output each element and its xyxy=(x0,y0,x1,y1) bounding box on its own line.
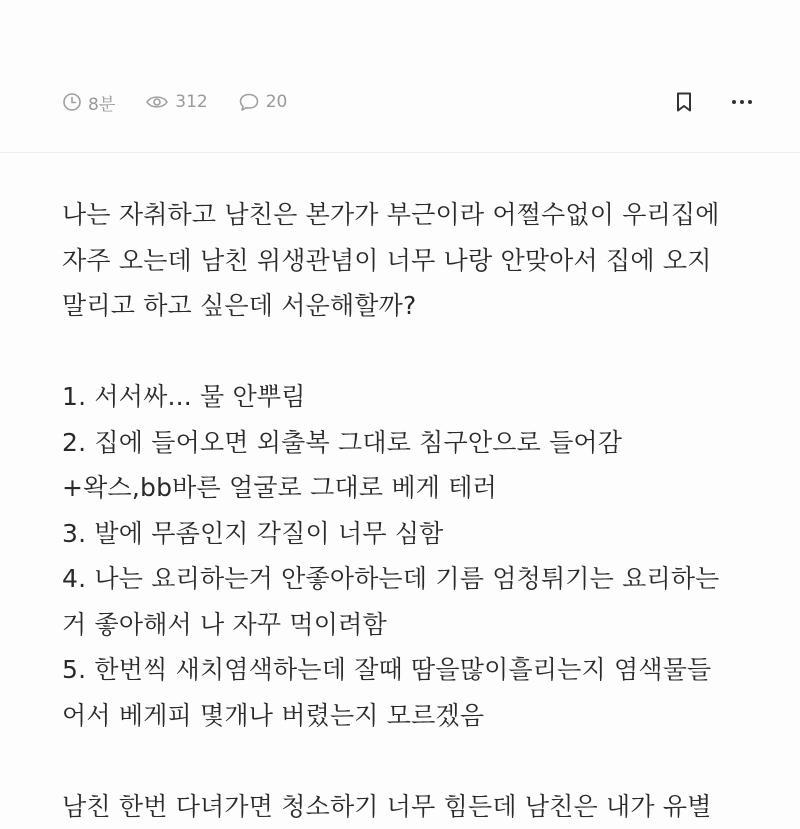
list-item: 3. 발에 무좀인지 각질이 너무 심함 xyxy=(62,511,782,557)
list-item: 2. 집에 들어오면 외출복 그대로 침구안으로 들어감 xyxy=(62,420,782,466)
post-meta-bar xyxy=(62,84,760,120)
bookmark-icon xyxy=(674,91,694,113)
comment-count[interactable] xyxy=(238,92,288,112)
list-item: 거 좋아해서 나 자꾸 먹이려함 xyxy=(62,602,782,648)
post-actions xyxy=(644,84,760,120)
list-item: +왁스,bb바른 얼굴로 그대로 베게 테러 xyxy=(62,465,782,511)
paragraph-line: 남친 한번 다녀가면 청소하기 너무 힘든데 남친은 내가 유별 xyxy=(62,784,782,829)
eye-icon xyxy=(145,92,169,112)
clock-icon xyxy=(62,92,82,112)
post-body xyxy=(62,192,782,829)
comment-count-value: 20 xyxy=(266,92,288,112)
read-time-value: 8분 xyxy=(88,90,115,115)
more-button[interactable] xyxy=(724,84,760,120)
bookmark-button[interactable] xyxy=(666,84,702,120)
more-icon xyxy=(730,98,754,106)
paragraph-line: 나는 자취하고 남친은 본가가 부근이라 어쩔수없이 우리집에 xyxy=(62,192,782,238)
paragraph-gap xyxy=(62,329,782,375)
list-item: 4. 나는 요리하는거 안좋아하는데 기름 엄청튀기는 요리하는 xyxy=(62,556,782,602)
view-count-value: 312 xyxy=(175,92,207,112)
paragraph-line: 자주 오는데 남친 위생관념이 너무 나랑 안맞아서 집에 오지 xyxy=(62,238,782,284)
list-item: 5. 한번씩 새치염색하는데 잘때 땀을많이흘리는지 염색물들 xyxy=(62,647,782,693)
list-item: 어서 베게피 몇개나 버렸는지 모르겠음 xyxy=(62,693,782,739)
header-divider xyxy=(0,152,800,153)
view-count xyxy=(145,92,207,112)
comment-icon xyxy=(238,92,260,112)
read-time xyxy=(62,90,115,115)
paragraph-gap xyxy=(62,738,782,784)
paragraph-line: 말리고 하고 싶은데 서운해할까? xyxy=(62,283,782,329)
list-item: 1. 서서싸... 물 안뿌림 xyxy=(62,374,782,420)
